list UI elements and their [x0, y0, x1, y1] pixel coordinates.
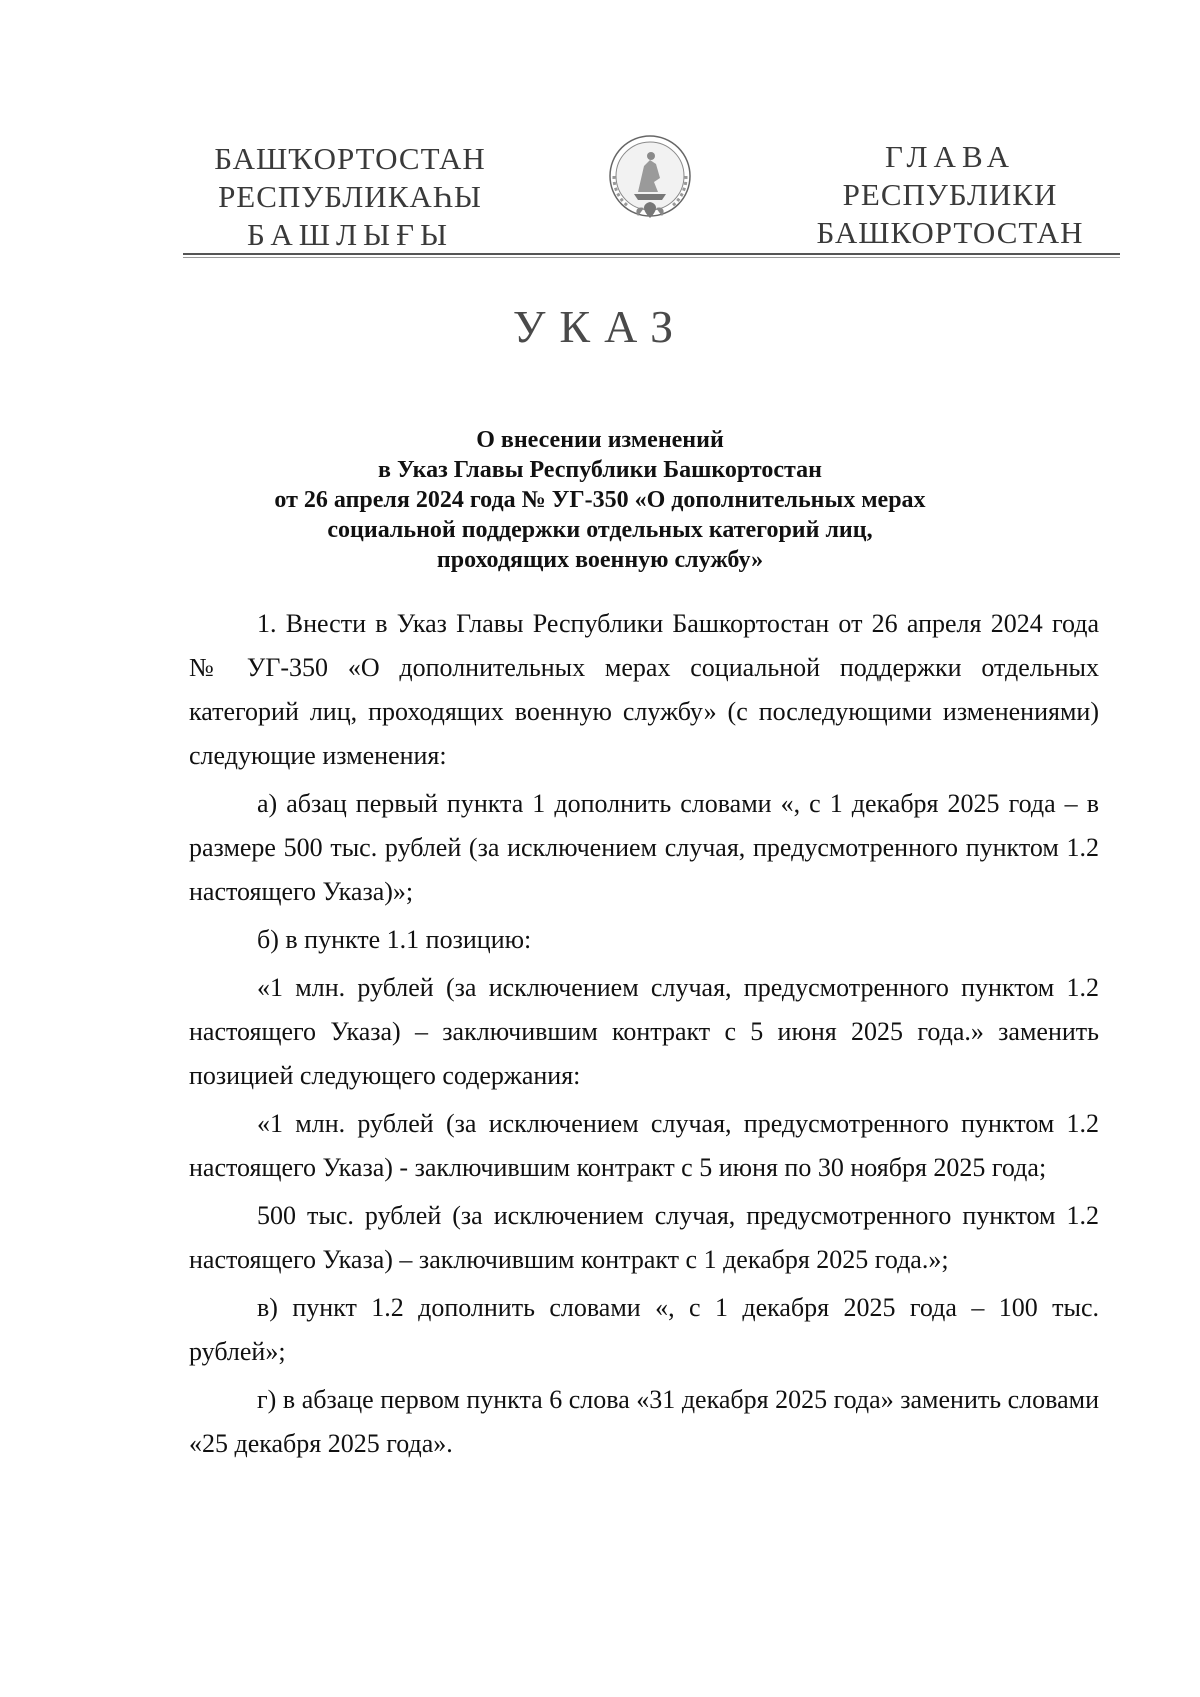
body-paragraph: «1 млн. рублей (за исключением случая, предусмотренного пунктом 1.2 настоящего Указа) - заключившим контракт с 5 июня по 30 ноября 2025 года; — [189, 1109, 1099, 1182]
letterhead-divider-thin — [183, 257, 1120, 258]
decree-heading — [200, 425, 1000, 575]
heading-line: социальной поддержки отдельных категорий лиц, — [327, 517, 873, 543]
body-paragraph: а) абзац первый пункта 1 дополнить словами «, с 1 декабря 2025 года – в размере 500 тыс. рублей (за исключением случая, предусмотренного пунктом 1.2 настоящего Указа)»; — [189, 789, 1099, 906]
body-paragraph: в) пункт 1.2 дополнить словами «, с 1 декабря 2025 года – 100 тыс. рублей»; — [189, 1293, 1099, 1366]
letterhead-right-russian — [780, 138, 1120, 252]
heading-line: проходящих военную службу» — [436, 547, 764, 573]
letterhead-right-line: БАШКОРТОСТАН — [816, 215, 1084, 250]
decree-body — [189, 602, 1099, 1470]
letterhead-left-line: БАШЛЫҒЫ — [246, 217, 454, 252]
letterhead-left-bashkir — [180, 140, 520, 254]
body-paragraph: 500 тыс. рублей (за исключением случая, предусмотренного пунктом 1.2 настоящего Указа) – заключившим контракт с 1 декабря 2025 года.»; — [189, 1201, 1099, 1274]
heading-line: от 26 апреля 2024 года № УГ-350 «О дополнительных мерах — [274, 487, 926, 513]
heading-line: в Указ Главы Республики Башкортостан — [378, 457, 822, 483]
letterhead — [180, 130, 1120, 260]
letterhead-left-line: РЕСПУБЛИКАҺЫ — [218, 179, 482, 214]
letterhead-right-line: ГЛАВА — [884, 139, 1016, 174]
letterhead-right-line: РЕСПУБЛИКИ — [842, 177, 1058, 212]
body-paragraph: б) в пункте 1.1 позицию: — [257, 925, 532, 954]
heading-line: О внесении изменений — [476, 427, 724, 453]
coat-of-arms-emblem-icon — [598, 130, 702, 230]
letterhead-left-line: БАШҠОРТОСТАН — [214, 141, 486, 176]
body-paragraph: г) в абзаце первом пункта 6 слова «31 декабря 2025 года» заменить словами «25 декабря 2025 года». — [189, 1385, 1099, 1458]
body-paragraph: «1 млн. рублей (за исключением случая, предусмотренного пунктом 1.2 настоящего Указа) – заключившим контракт с 5 июня 2025 года.» заменить позицией следующего содержания: — [189, 973, 1099, 1090]
body-paragraph: 1. Внести в Указ Главы Республики Башкортостан от 26 апреля 2024 года № УГ-350 «О дополнительных мерах социальной поддержки отдельных категорий лиц, проходящих военную службу» (с последующими изменениями) следующие изменения: — [189, 609, 1099, 770]
letterhead-divider — [183, 253, 1120, 255]
document-type-title: УКАЗ — [512, 301, 688, 352]
